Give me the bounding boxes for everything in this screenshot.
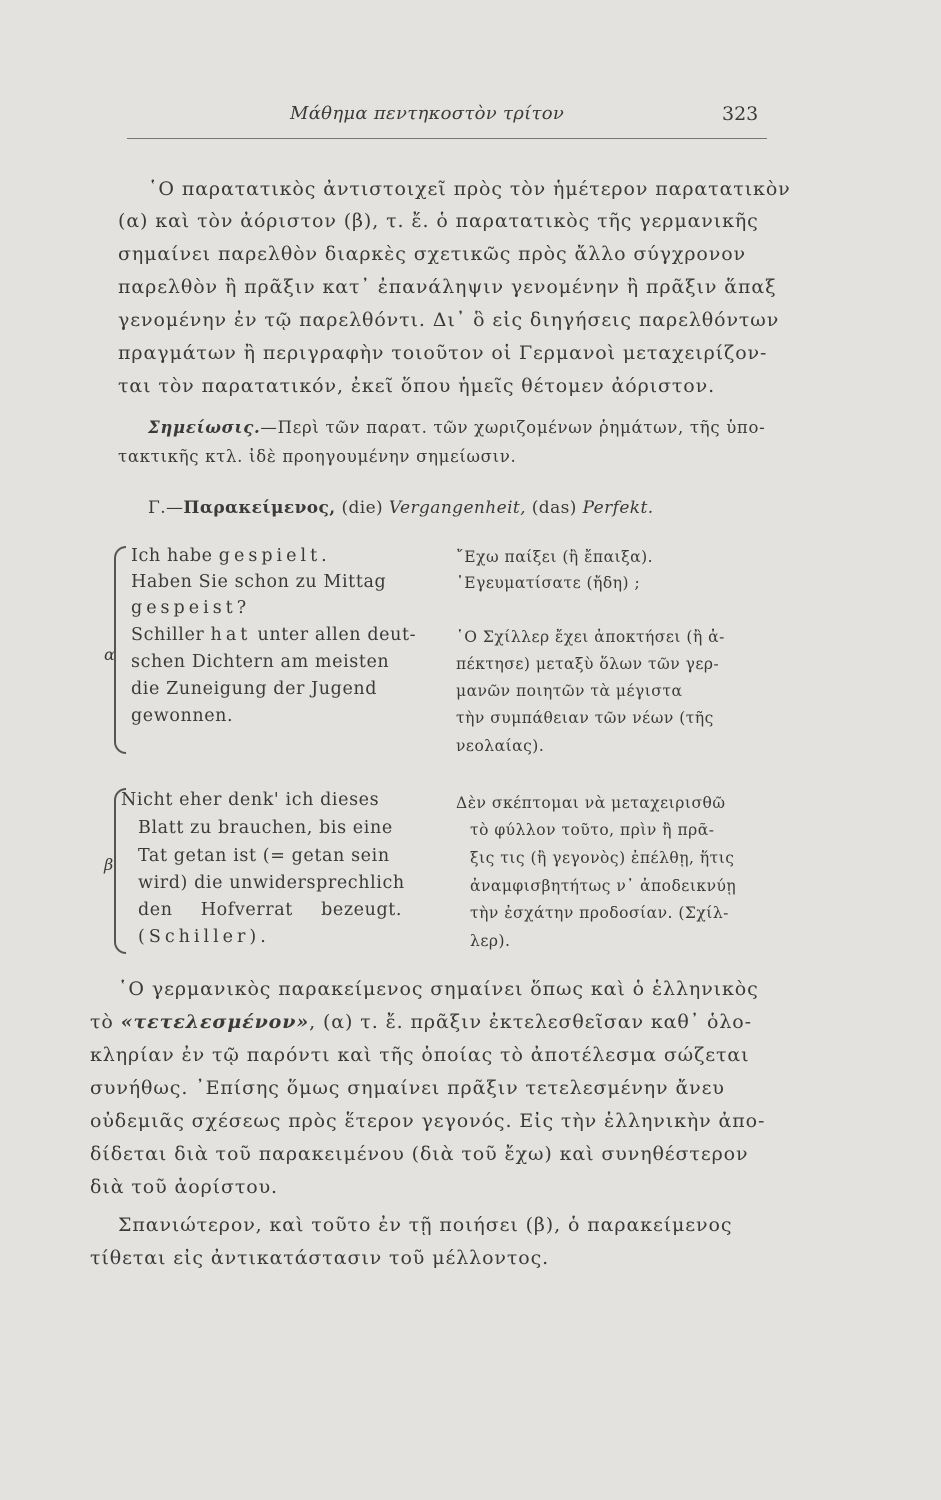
note-text: —Περὶ τῶν παρατ. τῶν χωριζομένων ῥημάτων, τῆς ὑπο- — [260, 418, 766, 437]
german-example-line: gewonnen. — [131, 706, 234, 726]
paragraph-1-line: ται τὸν παρατατικόν, ἐκεῖ ὅπου ἡμεῖς θέτομεν ἀόριστον. — [118, 375, 716, 397]
note-line — [148, 418, 765, 437]
beta-brace — [114, 788, 126, 954]
german-example-line: (Schiller). — [138, 927, 270, 947]
greek-example-line: ᾿Εγευματίσατε (ἤδη) ; — [456, 574, 641, 592]
german-example-line: Tat getan ist (= getan sein — [138, 846, 390, 866]
section-term: Παρακείμενος, — [183, 498, 336, 518]
greek-example-line: ῎Εχω παίξει (ἢ ἔπαιξα). — [456, 548, 654, 566]
german-example-line: schen Dichtern am meisten — [131, 652, 390, 672]
greek-example-line: πέκτησε) μεταξὺ ὅλων τῶν γερ- — [456, 655, 720, 673]
page-number: 323 — [722, 103, 759, 125]
german-text: ? — [236, 598, 247, 618]
german-emphasis: gespeist — [131, 598, 237, 618]
greek-example-line: νεολαίας). — [456, 737, 545, 755]
paragraph-text: τὸ — [90, 1011, 121, 1033]
paragraph-2-line — [90, 1011, 752, 1033]
paragraph-1-line: (α) καὶ τὸν ἀόριστον (β), τ. ἔ. ὁ παρατατικὸς τῆς γερμανικῆς — [118, 210, 759, 232]
german-example-line: wird) die unwidersprechlich — [138, 873, 405, 893]
paragraph-2-line: οὐδεμιᾶς σχέσεως πρὸς ἕτερον γεγονός. Εἰς τὴν ἑλληνικὴν ἀπο- — [90, 1110, 766, 1132]
paragraph-1-line: ῾Ο παρατατικὸς ἀντιστοιχεῖ πρὸς τὸν ἡμέτερον παρατατικὸν — [148, 178, 791, 200]
alpha-brace — [114, 546, 126, 754]
greek-example-line: μανῶν ποιητῶν τὰ μέγιστα — [456, 682, 683, 700]
german-example-line: die Zuneigung der Jugend — [131, 679, 378, 699]
note-line: τακτικῆς κτλ. ἰδὲ προηγουμένην σημείωσιν. — [118, 447, 517, 466]
greek-example-line: Δὲν σκέπτομαι νὰ μεταχειρισθῶ — [456, 794, 726, 812]
paragraph-3-line: Σπανιώτερον, καὶ τοῦτο ἐν τῇ ποιήσει (β), ὁ παρακείμενος — [118, 1214, 733, 1236]
article-das: (das) — [531, 498, 577, 518]
section-prefix: Γ.— — [148, 498, 184, 518]
emphasized-term: «τετελεσμένον» — [120, 1011, 310, 1033]
paragraph-3-line: τίθεται εἰς ἀντικατάστασιν τοῦ μέλλοντος. — [90, 1247, 550, 1269]
german-example-line: Blatt zu brauchen, bis eine — [138, 818, 393, 838]
running-header-title: Μάθημα πεντηκοστὸν τρίτον — [290, 103, 565, 124]
article-die: (die) — [341, 498, 384, 518]
paragraph-text: , (α) τ. ἔ. πρᾶξιν ἐκτελεσθεῖσαν καθ᾿ ὁλο- — [309, 1011, 752, 1033]
german-emphasis: hat — [210, 625, 252, 645]
note-label: Σημείωσις. — [148, 418, 261, 437]
greek-example-line: ξις τις (ἢ γεγονὸς) ἐπέλθῃ, ἥτις — [470, 849, 735, 867]
german-term-2: Perfekt. — [582, 498, 654, 518]
greek-example-line: τὴν συμπάθειαν τῶν νέων (τῆς — [456, 709, 714, 727]
paragraph-2-line: ῾Ο γερμανικὸς παρακείμενος σημαίνει ὅπως καὶ ὁ ἑλληνικὸς — [118, 978, 759, 1000]
greek-example-line: ῾Ο Σχίλλερ ἔχει ἀποκτήσει (ἢ ἀ- — [456, 628, 725, 646]
german-text: unter allen deut- — [251, 625, 417, 645]
greek-example-line: λερ). — [470, 932, 511, 950]
greek-example-line: τὴν ἐσχάτην προδοσίαν. (Σχίλ- — [470, 904, 729, 922]
section-heading — [148, 498, 654, 518]
german-example-line: Haben Sie schon zu Mittag — [131, 572, 387, 592]
german-emphasis: gespielt — [218, 546, 322, 566]
header-rule — [127, 138, 767, 139]
paragraph-1-line: πραγμάτων ἢ περιγραφὴν τοιοῦτον οἱ Γερμανοὶ μεταχειρίζον- — [118, 342, 768, 364]
paragraph-2-line: κληρίαν ἐν τῷ παρόντι καὶ τῆς ὁποίας τὸ ἀποτέλεσμα σώζεται — [90, 1044, 750, 1066]
german-example-line — [131, 625, 416, 645]
beta-label: β — [104, 855, 114, 874]
german-text: Schiller — [131, 625, 211, 645]
paragraph-1-line: παρελθὸν ἢ πρᾶξιν κατ᾿ ἐπανάληψιν γενομένην ἢ πρᾶξιν ἅπαξ — [118, 276, 777, 298]
greek-example-line: τὸ φύλλον τοῦτο, πρὶν ἢ πρᾶ- — [470, 821, 715, 839]
german-example-line — [131, 598, 247, 618]
paragraph-1-line: σημαίνει παρελθὸν διαρκὲς σχετικῶς πρὸς ἄλλο σύγχρονον — [118, 243, 746, 265]
paragraph-2-line: συνήθως. ᾿Επίσης ὅμως σημαίνει πρᾶξιν τετελεσμένην ἄνευ — [90, 1077, 725, 1099]
paragraph-2-line: δίδεται διὰ τοῦ παρακειμένου (διὰ τοῦ ἔχω) καὶ συνηθέστερον — [90, 1143, 749, 1165]
paragraph-2-line: διὰ τοῦ ἀορίστου. — [90, 1176, 278, 1198]
german-example-line: Nicht eher denk' ich dieses — [121, 790, 380, 810]
german-term-1: Vergangenheit, — [388, 498, 526, 518]
german-text: . — [321, 546, 328, 566]
german-example-line — [131, 546, 327, 566]
alpha-label: α — [104, 645, 115, 664]
german-text: Ich habe — [131, 546, 219, 566]
greek-example-line: ἀναμφισβητήτως ν᾿ ἀποδεικνύῃ — [470, 877, 737, 895]
german-example-line: den Hofverrat bezeugt. — [138, 900, 403, 920]
paragraph-1-line: γενομένην ἐν τῷ παρελθόντι. Δι᾿ ὃ εἰς διηγήσεις παρελθόντων — [118, 309, 780, 331]
